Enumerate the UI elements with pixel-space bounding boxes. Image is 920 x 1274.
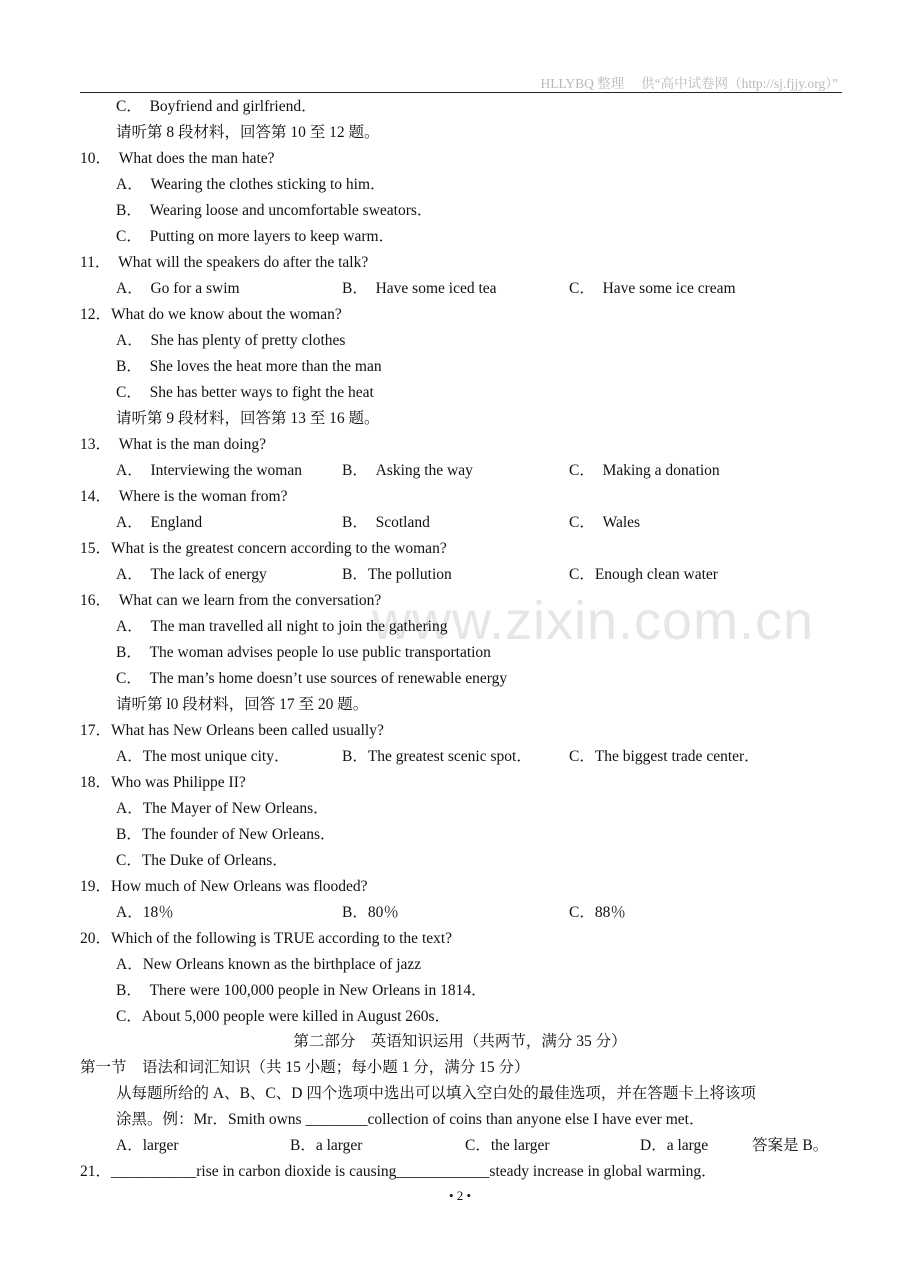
page-header: HLLYBQ 整理 供“高中试卷网（http://sj.fjjy.org）” <box>540 76 838 91</box>
option-14c: C． Wales <box>569 514 641 531</box>
option-14a: A． England <box>116 514 203 531</box>
option-19a: A．18％ <box>116 904 174 921</box>
option-19b: B．80％ <box>342 904 399 921</box>
option-15c: C．Enough clean water <box>569 566 718 583</box>
option-11c: C． Have some ice cream <box>569 280 736 297</box>
option-11b: B． Have some iced tea <box>342 280 497 297</box>
part-title: 第二部分 英语知识运用（共两节，满分 35 分） <box>293 1033 627 1050</box>
option-11a: A． Go for a swim <box>116 280 240 297</box>
header-rule <box>80 92 842 93</box>
example-a: A．larger <box>116 1137 179 1154</box>
page-number: • 2 • <box>448 1188 472 1203</box>
example-answer: 答案是 B。 <box>752 1137 829 1154</box>
option-17c: C．The biggest trade center． <box>569 748 760 765</box>
option-19c: C．88％ <box>569 904 626 921</box>
option-15b: B．The pollution <box>342 566 452 583</box>
option-17b: B．The greatest scenic spot． <box>342 748 532 765</box>
option-17a: A．The most unique city． <box>116 748 290 765</box>
option-13c: C． Making a donation <box>569 462 720 479</box>
option-13a: A． Interviewing the woman <box>116 462 302 479</box>
option-15a: A． The lack of energy <box>116 566 267 583</box>
example-c: C．the larger <box>465 1137 550 1154</box>
option-14b: B． Scotland <box>342 514 430 531</box>
option-13b: B． Asking the way <box>342 462 473 479</box>
watermark: www.zixin.com.cn <box>372 591 815 651</box>
example-d: D．a large <box>640 1137 709 1154</box>
example-b: B．a larger <box>290 1137 363 1154</box>
